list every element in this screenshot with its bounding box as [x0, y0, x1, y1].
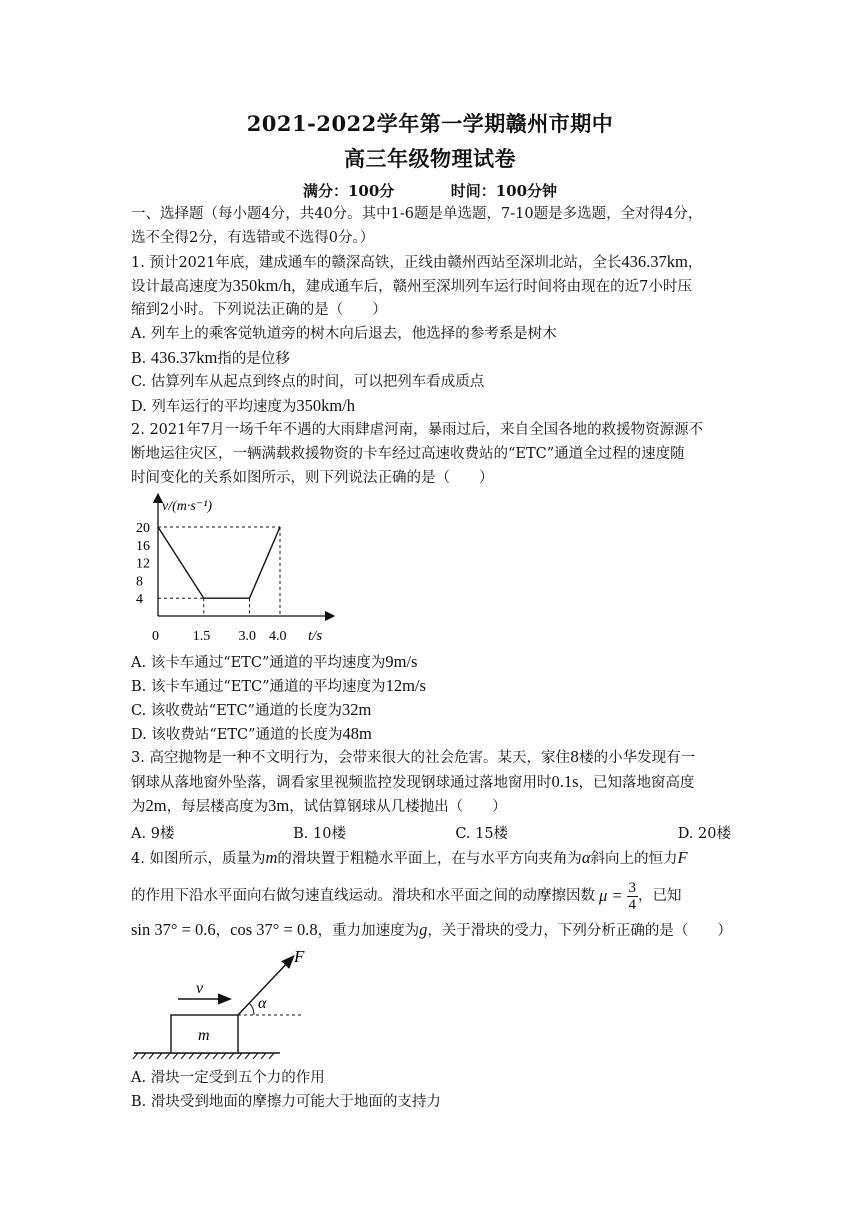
q1-line1: 1. 预计2021年底，建成通车的赣深高铁，正线由赣州西站至深圳北站，全长436.37km，	[131, 252, 703, 271]
q2-option-d: D. 该收费站“ETC”通道的长度为48m	[131, 724, 372, 743]
q3-option-c: C. 15楼	[455, 826, 509, 842]
velocity-label: v	[196, 980, 204, 997]
exam-meta	[0, 180, 860, 201]
x-tick-labels	[193, 629, 287, 644]
section-intro-line2: 选不全得2分，有选错或不选得0分。）	[131, 230, 375, 246]
q3-option-b: B. 10楼	[293, 826, 346, 842]
q3-option-d: D. 20楼	[677, 826, 731, 842]
q2-option-c: C. 该收费站“ETC”通道的长度为32m	[131, 700, 372, 719]
origin-label: 0	[152, 629, 159, 644]
y-tick-labels	[136, 521, 150, 607]
q3-line3: 为2m，每层楼高度为3m，试估算钢球从几楼抛出（ ）	[131, 796, 507, 815]
score-info: 满分：100分	[302, 182, 395, 200]
q1-option-b: B. 436.37km指的是位移	[131, 348, 290, 367]
q2-option-a: A. 该卡车通过“ETC”通道的平均速度为9m/s	[131, 652, 418, 671]
q1-line3: 缩到2小时。下列说法正确的是（ ）	[131, 302, 387, 318]
y-tick-label-1: 16	[136, 538, 150, 554]
velocity-line	[158, 527, 280, 598]
x-tick-label-2: 4.0	[269, 629, 287, 644]
force-diagram	[130, 944, 310, 1064]
time-info: 时间：100分钟	[450, 182, 558, 200]
q3-option-a: A. 9楼	[131, 826, 175, 842]
y-tick-label-2: 12	[136, 556, 150, 572]
vt-graph	[130, 490, 340, 650]
y-tick-label-0: 20	[136, 521, 150, 536]
q1-option-d: D. 列车运行的平均速度为350km/h	[131, 396, 355, 415]
exam-title: 2021-2022学年第一学期赣州市期中	[246, 111, 614, 136]
q3-line2: 钢球从落地窗外坠落，调看家里视频监控发现钢球通过落地窗用时0.1s，已知落地窗高度	[131, 772, 695, 791]
q1-line2: 设计最高速度为350km/h，建成通车后，赣州至深圳列车运行时间将由现在的近7小时压	[131, 276, 692, 295]
angle-arc	[249, 1003, 254, 1015]
q4-option-b: B. 滑块受到地面的摩擦力可能大于地面的支持力	[131, 1094, 441, 1110]
q4-option-a: A. 滑块一定受到五个力的作用	[131, 1070, 325, 1086]
exam-subtitle: 高三年级物理试卷	[344, 146, 516, 171]
y-axis-label: v/(m·s⁻¹)	[162, 499, 213, 514]
q3-options	[131, 822, 731, 843]
force-label: F	[294, 947, 305, 966]
q1-option-c: C. 估算列车从起点到终点的时间，可以把列车看成质点	[131, 374, 485, 390]
q4-line2: 的作用下沿水平面向右做匀速直线运动。滑块和水平面之间的动摩擦因数 μ = $\frac{3}{4}$ ，已知	[131, 879, 682, 913]
q2-line2: 断地运往灾区，一辆满载救援物资的卡车经过高速收费站的“ETC”通道全过程的速度随	[131, 446, 685, 462]
block-label: m	[198, 1027, 210, 1044]
q1-option-a: A. 列车上的乘客觉轨道旁的树木向后退去，他选择的参考系是树木	[131, 326, 557, 342]
q2-line1: 2. 2021年7月一场千年不遇的大雨肆虐河南，暴雨过后，来自全国各地的救援物资源源不	[131, 422, 704, 438]
x-tick-label-0: 1.5	[192, 629, 211, 644]
q4-line3: sin 37° = 0.6，cos 37° = 0.8，重力加速度为g，关于滑块的受力，下列分析正确的是（ ）	[131, 920, 732, 939]
q2-line3: 时间变化的关系如图所示，则下列说法正确的是（ ）	[131, 470, 494, 486]
guide-lines	[158, 527, 280, 616]
q4-line1: 4. 如图所示，质量为m的滑块置于粗糙水平面上，在与水平方向夹角为α斜向上的恒力F	[131, 848, 688, 867]
x-axis-label: t/s	[308, 628, 323, 644]
section-intro-line1: 一、选择题（每小题4分，共40分。其中1-6题是单选题，7-10题是多选题，全对得4分，	[131, 206, 703, 222]
y-tick-label-3: 8	[136, 574, 143, 590]
mu-fraction: $\frac{3}{4}$	[628, 879, 637, 913]
ground-hatching	[133, 1053, 274, 1059]
x-tick-label-1: 3.0	[238, 629, 256, 644]
y-tick-label-4: 4	[136, 592, 143, 608]
q3-line1: 3. 高空抛物是一种不文明行为，会带来很大的社会危害。某天，家住8楼的小华发现有一	[131, 750, 696, 766]
q2-option-b: B. 该卡车通过“ETC”通道的平均速度为12m/s	[131, 676, 426, 695]
angle-label: α	[258, 995, 267, 1012]
